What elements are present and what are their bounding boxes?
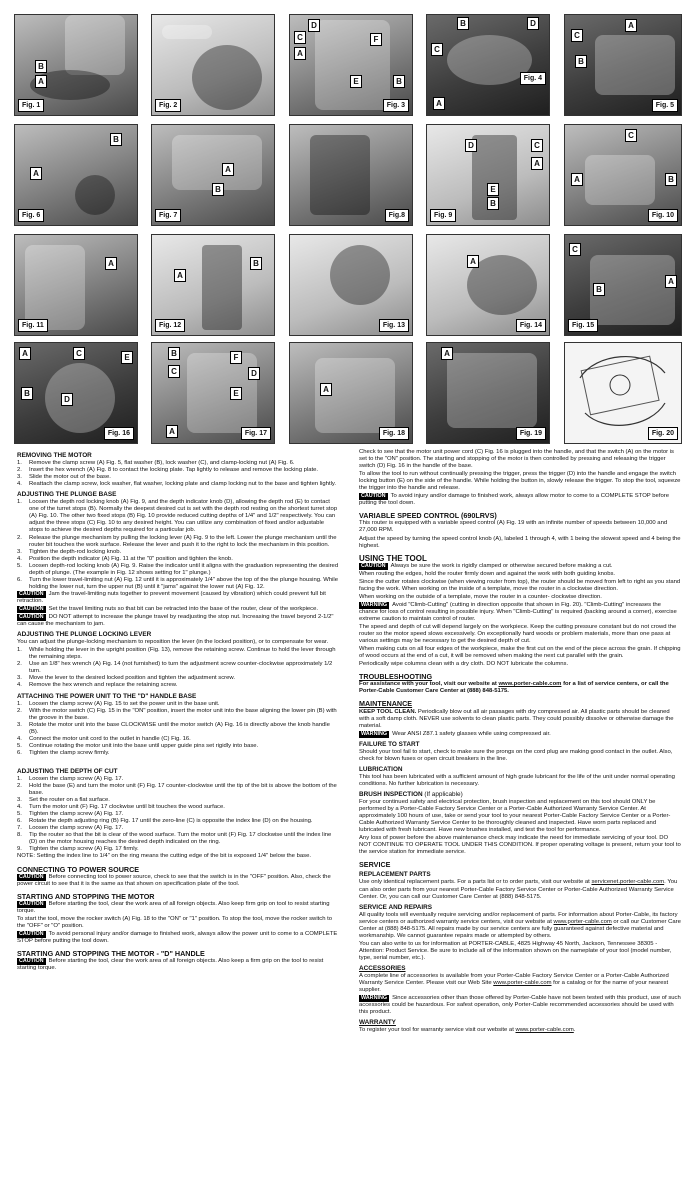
list-item: 5. Continue rotating the motor unit into the base until upper guide pins set rigidly into base. (17, 742, 259, 749)
figure-2 (151, 14, 275, 116)
list-item: 2. Hold the base (E) and turn the motor unit (F) Fig. 17 counter-clockwise until the tip of the bit is above the bottom of the base. (17, 783, 337, 797)
figure-label: A (625, 19, 637, 32)
figure-13 (289, 234, 413, 336)
figure-label: D (527, 17, 539, 30)
figure-label: A (19, 347, 31, 360)
heading-replacement-parts: REPLACEMENT PARTS (359, 871, 431, 879)
warning-badge: WARNING (361, 730, 388, 737)
figure-caption: Fig. 6 (18, 209, 44, 222)
figure-label: A (571, 173, 583, 186)
caution-paragraph: CAUTION Always be sure the work is rigidly clamped or otherwise secured before making a cut. (361, 562, 613, 569)
steps-removing-motor (17, 460, 339, 488)
caution-paragraph: CAUTION To avoid injury and/or damage to finished work, always allow motor to come to a COMPLETE STOP before putting the tool down. (359, 493, 669, 507)
figure-1 (14, 14, 138, 116)
paragraph: KEEP TOOL CLEAN. Periodically blow out all air passages with dry compressed air. All plastic parts should be cleaned with a soft damp cloth. NEVER use solvents to clean plastic parts. They could possibly dissolve or otherwise damage the material. (359, 708, 674, 729)
figure-16 (14, 342, 138, 444)
figure-19 (426, 342, 550, 444)
figure-label: B (212, 183, 224, 196)
figure-label: B (168, 347, 180, 360)
figure-label: B (35, 60, 47, 73)
caution-paragraph: CAUTION Before starting the tool, clear the work area of all foreign objects. Also keep firm grip on tool to resist starting torque. (17, 900, 330, 914)
list-item: 4. Connect the motor unit cord to the outlet in handle (C) Fig. 16. (17, 735, 191, 742)
figure-label: C (625, 129, 637, 142)
figure-label: B (487, 197, 499, 210)
figure-label: A (30, 167, 42, 180)
figure-label: D (465, 139, 477, 152)
list-item: 5. Loosen depth-rod locking knob (A) Fig. 9. Raise the indicator until it aligns with the graduation representing the desired depth of plunge. (The example in Fig. 12 shows setting for 1" plunge.) (17, 562, 339, 576)
website-link[interactable]: www.porter-cable.com (553, 918, 612, 925)
list-item: 5. Tighten the clamp screw (A) Fig. 17. (17, 811, 124, 818)
list-item: 1. Loosen the depth rod locking knob (A) Fig. 9, and the depth indicator knob (D), allowing the depth rod (E) to contact one of the turret stops (B). Normally the deepest desired cut is set with the depth rod resting on the shortest turret stop (A) Fig. 10. The other two fixed stops (B) Fig. 10 provide reduced cutting depths of 1/4" and 1/2" respectively. You can adjust the three stops (C) Fig. 10 to any desired height. You can utilize any combination of fixed and/or adjustable stops to achieve the desired depths required for a particular job. (17, 499, 338, 534)
paragraph: Periodically wipe columns clean with a dry cloth. DO NOT lubricate the columns. (359, 661, 569, 668)
figure-caption: Fig. 12 (155, 319, 185, 332)
heading-troubleshooting: TROUBLESHOOTING (359, 672, 433, 682)
heading-plunge-base: ADJUSTING THE PLUNGE BASE (17, 491, 117, 499)
list-item: 1. Loosen the clamp screw (A) Fig. 17. (17, 775, 124, 782)
figure-label: E (230, 387, 242, 400)
heading-start-stop-d-handle: STARTING AND STOPPING THE MOTOR - "D" HANDLE (17, 949, 205, 958)
heading-warranty: WARRANTY (359, 1019, 396, 1027)
figure-caption: Fig. 5 (652, 99, 678, 112)
figure-label: A (665, 275, 677, 288)
figure-label: D (308, 19, 320, 32)
paragraph: This router is equipped with a variable speed control (A) Fig. 19 with an infinite number of speeds between 10,000 and 27,000 RPM. (359, 520, 668, 534)
list-item: 4. Reattach the clamp screw, lock washer, flat washer, locking plate and clamp locking nut to the base and tighten lightly. (17, 481, 337, 488)
heading-brush-inspection: BRUSH INSPECTION (If applicable) (359, 790, 463, 798)
list-item: 2. Use an 1/8" hex wrench (A) Fig. 14 (not furnished) to turn the adjustment screw counter-clockwise approximately 1/2 turn. (17, 661, 333, 675)
caution-badge: CAUTION (19, 614, 44, 621)
list-item: 7. Loosen the clamp screw (A) Fig. 17. (17, 825, 124, 832)
caution-paragraph: CAUTION To avoid personal injury and/or damage to finished work, always allow the power unit to come to a COMPLETE STOP before putting the tool down. (17, 930, 338, 944)
figure-caption: Fig. 11 (18, 319, 48, 332)
paragraph: You can adjust the plunge-locking mechanism to reposition the lever (in the locked position), or to compensate for wear. (17, 639, 329, 646)
caution-paragraph: CAUTION DO NOT attempt to increase the plunge travel by readjusting the stop nut. Increasing the travel beyond 2-1/2" can cause the mechanism to jam. (17, 614, 334, 628)
figure-caption: Fig. 3 (383, 99, 409, 112)
list-item: 4. Position the depth indicator (A) Fig. 11 at the "0" position and tighten the knob. (17, 555, 233, 562)
paragraph: This tool has been lubricated with a sufficient amount of high grade lubricant for the life of the unit under normal operating conditions. No further lubrication is necessary. (359, 773, 675, 787)
figure-11 (14, 234, 138, 336)
instruction-text (17, 449, 681, 1191)
paragraph: Check to see that the motor unit power cord (C) Fig. 16 is plugged into the handle, and that the switch (A) on the motor is set to the "ON" position. The starting and stopping of the motor is then controlled by pressing and releasing the trigger switch (D) Fig. 16 in the handle of the base. (359, 449, 674, 470)
figure-grid (14, 14, 680, 446)
figure-14 (426, 234, 550, 336)
figure-label: F (230, 351, 242, 364)
figure-label: A (441, 347, 453, 360)
paragraph: To register your tool for warranty service visit our website at www.porter-cable.com. (359, 1027, 576, 1034)
paragraph: When making cuts on all four edges of the workpiece, make the first cut on the end of the piece across the grain. If chipping of wood occurs at the end of a cut, it will be removed when making the next cut parallel with the grain. (359, 646, 681, 660)
heading-service: SERVICE (359, 860, 391, 870)
heading-start-stop: STARTING AND STOPPING THE MOTOR (17, 891, 155, 901)
caution-badge: CAUTION (361, 493, 386, 500)
figure-caption: Fig. 1 (18, 99, 44, 112)
caution-badge: CAUTION (19, 958, 44, 965)
paragraph: When routing the edges, hold the router firmly down and against the work with both guiding knobs. (359, 570, 616, 577)
figure-caption: Fig. 4 (520, 72, 546, 85)
heading-depth-of-cut: ADJUSTING THE DEPTH OF CUT (17, 767, 118, 775)
figure-caption: Fig. 2 (155, 99, 181, 112)
heading-variable-speed: VARIABLE SPEED CONTROL (690LRVS) (359, 511, 497, 521)
list-item: 1. Remove the clamp screw (A) Fig. 5, flat washer (B), lock washer (C), and clamp-locking nut (A) Fig. 6. (17, 460, 295, 467)
figure-label: B (250, 257, 262, 270)
heading-attach-d-handle: ATTACHING THE POWER UNIT TO THE "D" HANDLE BASE (17, 692, 197, 700)
figure-6 (14, 124, 138, 226)
figure-5 (564, 14, 682, 116)
list-item: 1. Loosen the clamp screw (A) Fig. 15 to set the power unit in the base unit. (17, 700, 220, 707)
figure-caption: Fig.8 (385, 209, 409, 222)
heading-locking-lever: ADJUSTING THE PLUNGE LOCKING LEVER (17, 631, 152, 639)
figure-caption: Fig. 10 (648, 209, 678, 222)
paragraph: A complete line of accessories is available from your Porter-Cable Factory Service Center or a Porter-Cable Authorized Warranty Service Center. Please visit our Web Site www.porter-cable.com for a catalog or for the name of your nearest supplier. (359, 973, 669, 994)
list-item: 6. Rotate the depth adjusting ring (B) Fig. 17 until the zero-line (C) is opposite the index line (D) on the housing. (17, 818, 313, 825)
paragraph: Adjust the speed by turning the speed control knob (A), labeled 1 through 4, with 1 being the slowest speed and 4 being the highest. (359, 535, 681, 549)
steps-depth-of-cut (17, 776, 339, 854)
figure-label: E (487, 183, 499, 196)
figure-label: C (569, 243, 581, 256)
list-item: 2. Release the plunge mechanism by pulling the locking lever (A) Fig. 9 to the left. Lower the plunge mechanism until the router bit touches the work surface. Release the lever and push it to the right to lock the mechanism in this position. (17, 534, 337, 548)
heading-service-repairs: SERVICE AND REPAIRS (359, 903, 433, 911)
figure-label: A (320, 383, 332, 396)
figure-label: A (105, 257, 117, 270)
list-item: 8. Tip the router so that the bit is clear of the wood surface. Turn the motor unit (F) Fig. 17 clockwise until the index line (D) on the motor housing reaches the desired depth indicated on the ring. (17, 832, 332, 846)
figure-15 (564, 234, 682, 336)
website-link[interactable]: www.porter-cable.com (515, 1027, 574, 1034)
heading-removing-motor: REMOVING THE MOTOR (17, 452, 92, 459)
list-item: 6. Turn the lower travel-limiting nut (A) Fig. 12 until it is approximately 1/4" above the top of the the plunge housing. While holding the lower nut, turn the upper nut (B) until it "jams" against the lower nut (A) Fig. 12. (17, 576, 338, 590)
paragraph: To start the tool, move the rocker switch (A) Fig. 18 to the "ON" or "1" position. To stop the tool, move the rocker switch to the "OFF" or "O" position. (17, 915, 333, 929)
figure-18 (289, 342, 413, 444)
figure-9 (426, 124, 550, 226)
paragraph: Use only identical replacement parts. For a parts list or to order parts, visit our website at servicenet.porter-cable.com. You can also order parts from your nearest Porter-Cable Factory Service Center or Porter-Cable Authorized Warranty Service Center. Or, you can call our Customer Care Center at (888) 848-5175. (359, 879, 678, 900)
figure-label: D (248, 367, 260, 380)
list-item: 3. Tighten the depth-rod locking knob. (17, 548, 122, 555)
figure-label: B (665, 173, 677, 186)
steps-attach-d-handle (17, 701, 339, 757)
warning-badge: WARNING (361, 601, 388, 608)
figure-label: A (222, 163, 234, 176)
heading-failure-to-start: FAILURE TO START (359, 740, 420, 748)
list-item: 4. Remove the hex wrench and replace the retaining screw. (17, 682, 178, 689)
figure-label: B (110, 133, 122, 146)
paragraph: For assistance with your tool, visit our website at www.porter-cable.com for a list of service centers, or call the Porter-Cable Customer Care Center at (888) 848-5175. (359, 681, 669, 695)
list-item: 9. Tighten the clamp screw (A) Fig. 17 firmly. (17, 846, 139, 853)
left-column (17, 449, 339, 1191)
figure-label: A (294, 47, 306, 60)
figure-caption: Fig. 13 (379, 319, 409, 332)
figure-caption: Fig. 14 (516, 319, 546, 332)
caution-badge: CAUTION (19, 605, 44, 612)
list-item: 3. Set the router on a flat surface. (17, 797, 110, 804)
figure-7 (151, 124, 275, 226)
figure-label: C (431, 43, 443, 56)
caution-badge: CAUTION (19, 900, 44, 907)
figure-caption: Fig. 9 (430, 209, 456, 222)
paragraph: The speed and depth of cut will depend largely on the workpiece. Keep the cutting pressure constant but do not crowd the router so the motor speed slows excessively. On exceptionally hard woods or problem materials, more than one pass at various settings may be necessary to get the desired depth of cut. (359, 624, 677, 645)
heading-lubrication: LUBRICATION (359, 765, 403, 773)
caution-badge: CAUTION (19, 930, 44, 937)
figure-label: A (35, 75, 47, 88)
caution-paragraph: CAUTION Set the travel limiting nuts so that bit can be retracted into the base of the router, clear of the workpiece. (19, 605, 319, 612)
paragraph: Any loss of power before the above maintenance check may indicate the need for immediate servicing of your tool. DO NOT CONTINUE TO OPERATE TOOL UNDER THIS CONDITION. If proper operating voltage is present, return your tool to the service station for immediate service. (359, 835, 681, 856)
caution-paragraph: CAUTION Before connecting tool to power source, check to see that the switch is in the "OFF" position. Also, check the power circuit to see that it is the same as that shown on specification plate of the tool. (17, 873, 331, 887)
caution-badge: CAUTION (19, 590, 44, 597)
figure-label: E (121, 351, 133, 364)
caution-badge: CAUTION (361, 562, 386, 569)
figure-label: A (174, 269, 186, 282)
steps-locking-lever (17, 647, 339, 689)
figure-label: A (166, 425, 178, 438)
figure-label: D (61, 393, 73, 406)
figure-label: C (571, 29, 583, 42)
figure-label: C (294, 31, 306, 44)
heading-connecting-power: CONNECTING TO POWER SOURCE (17, 864, 140, 874)
figure-caption: Fig. 19 (516, 427, 546, 440)
figure-label: E (350, 75, 362, 88)
paragraph: When working on the outside of a template, move the router in a counter- clockwise direction. (359, 593, 602, 600)
figure-3 (289, 14, 413, 116)
figure-17 (151, 342, 275, 444)
figure-caption: Fig. 15 (568, 319, 598, 332)
website-link[interactable]: www.porter-cable.com (493, 980, 552, 987)
website-link[interactable]: www.porter-cable.com (498, 681, 562, 688)
figure-caption: Fig. 16 (104, 427, 134, 440)
figure-label: C (531, 139, 543, 152)
list-item: 6. Tighten the clamp screw firmly. (17, 749, 110, 756)
steps-plunge-base (17, 499, 339, 591)
figure-label: B (575, 55, 587, 68)
figure-label: A (433, 97, 445, 110)
note-paragraph: NOTE: Setting the index line to 1/4" on the ring means the cutting edge of the bit is exposed 1/4" below the base. (17, 853, 311, 860)
figure-label: F (370, 33, 382, 46)
list-item: 3. Slide the motor out of the base. (17, 474, 111, 481)
warning-badge: WARNING (361, 995, 388, 1002)
figure-caption: Fig. 17 (241, 427, 271, 440)
list-item: 2. Insert the hex wrench (A) Fig. 8 to contact the locking plate. Tap lightly to release and remove the locking plate. (17, 467, 319, 474)
figure-label: B (21, 387, 33, 400)
paragraph: For your continued safety and electrical protection, brush inspection and replacement on this tool should ONLY be performed by a Porter-Cable Factory Service Center or a Porter-Cable Authorized Warranty Service Center. At approximately 100 hours of use, take or send your tool to your nearest Porter-Cable Factory Service Center or a Porter-Cable Authorized Warranty Service Center to be thoroughly cleaned and inspected. Have worn parts replaced and lubricated with fresh lubricant. Have new brushes installed, and test the tool for performance. (359, 799, 671, 834)
figure-8 (289, 124, 413, 226)
caution-paragraph: CAUTION Jam the travel-limiting nuts together to prevent movement (caused by vibration) which could prevent full bit retraction. (17, 590, 326, 604)
figure-20 (564, 342, 682, 444)
figure-label: A (531, 157, 543, 170)
paragraph: To allow the tool to run without continually pressing the trigger, press the trigger (D) into the handle and engage the switch locking button (E) on the side of the handle. While holding the button in, slowly release the trigger. To stop the tool, squeeze the trigger into the handle and release. (359, 471, 681, 492)
figure-label: C (168, 365, 180, 378)
heading-accessories: ACCESSORIES (359, 965, 406, 972)
figure-label: B (593, 283, 605, 296)
warning-paragraph: WARNING Wear ANSI Z87.1 safety glasses while using compressed air. (361, 730, 551, 737)
figure-label: A (467, 255, 479, 268)
list-item: 4. Turn the motor unit (F) Fig. 17 clockwise until bit touches the wood surface. (17, 804, 225, 811)
figure-10 (564, 124, 682, 226)
figure-label: B (457, 17, 469, 30)
paragraph: All quality tools will eventually require servicing and/or replacement of parts. For information about Porter-Cable, its factory service centers or authorized warranty service centers, visit our website at www.porter-cable.com or call our Customer Care Center at (888) 848-5175. All repairs made by our service centers are fully guaranteed against defective material and workmanship. We cannot guarantee repairs made or attempted by others. (359, 911, 681, 939)
paragraph: You can also write to us for information at PORTER-CABLE, 4825 Highway 45 North, Jackson, Tennessee 38305 - Attention: Product Service. Be sure to include all of the information shown on the nameplate of your tool (model number, type, serial number, etc.). (359, 940, 672, 961)
figure-4 (426, 14, 550, 116)
figure-12 (151, 234, 275, 336)
list-item: 2. With the motor switch (C) Fig. 15 in the "ON" position, insert the motor unit into the base aligning the lower pin (B) with the groove in the base. (17, 707, 337, 721)
servicenet-link[interactable]: servicenet.porter-cable.com (591, 879, 665, 886)
heading-maintenance: MAINTENANCE (359, 699, 413, 709)
figure-caption: Fig. 18 (379, 427, 409, 440)
caution-badge: CAUTION (19, 873, 44, 880)
list-item: 3. Move the lever to the desired locked position and tighten the adjustment screw. (17, 675, 235, 682)
warning-paragraph: WARNING Avoid "Climb-Cutting" (cutting in direction opposite that shown in Fig. 20). "Climb-Cutting" increases the chance for loss of control resulting in possible injury. When "Climb-Cutting" is required (backing around a corner), exercise extreme caution to maintain control of router. (359, 601, 677, 622)
figure-label: C (73, 347, 85, 360)
paragraph: Should your tool fail to start, check to make sure the prongs on the cord plug are making good contact in the outlet. Also, check for blown fuses or open circuit breakers in the line. (359, 748, 673, 762)
warning-paragraph: WARNING Since accessories other than those offered by Porter-Cable have not been tested with this product, use of such accessories could be hazardous. For safest operation, only Porter-Cable recommended accessories should be used with this product. (359, 995, 681, 1016)
caution-paragraph: CAUTION Before starting the tool, clear the work area of all foreign objects. Also keep a firm grip on the tool to resist starting torque. (17, 958, 324, 972)
list-item: 1. While holding the lever in the upright position (Fig. 13), remove the retaining screw. Continue to hold the lever through the remaining steps. (17, 647, 336, 661)
paragraph: Since the cutter rotates clockwise (when viewing router from top), the router should be moved from left to right as you stand facing the work. When working on the inside of a template, move the router in a clockwise direction. (359, 578, 681, 592)
heading-using-tool: USING THE TOOL (359, 553, 427, 563)
figure-caption: Fig. 20 (648, 427, 678, 440)
figure-caption: Fig. 7 (155, 209, 181, 222)
list-item: 3. Rotate the motor unit into the base CLOCKWISE until the motor switch (A) Fig. 16 is directly above the knob handle (B). (17, 721, 330, 735)
figure-label: B (393, 75, 405, 88)
right-column (359, 449, 681, 1191)
